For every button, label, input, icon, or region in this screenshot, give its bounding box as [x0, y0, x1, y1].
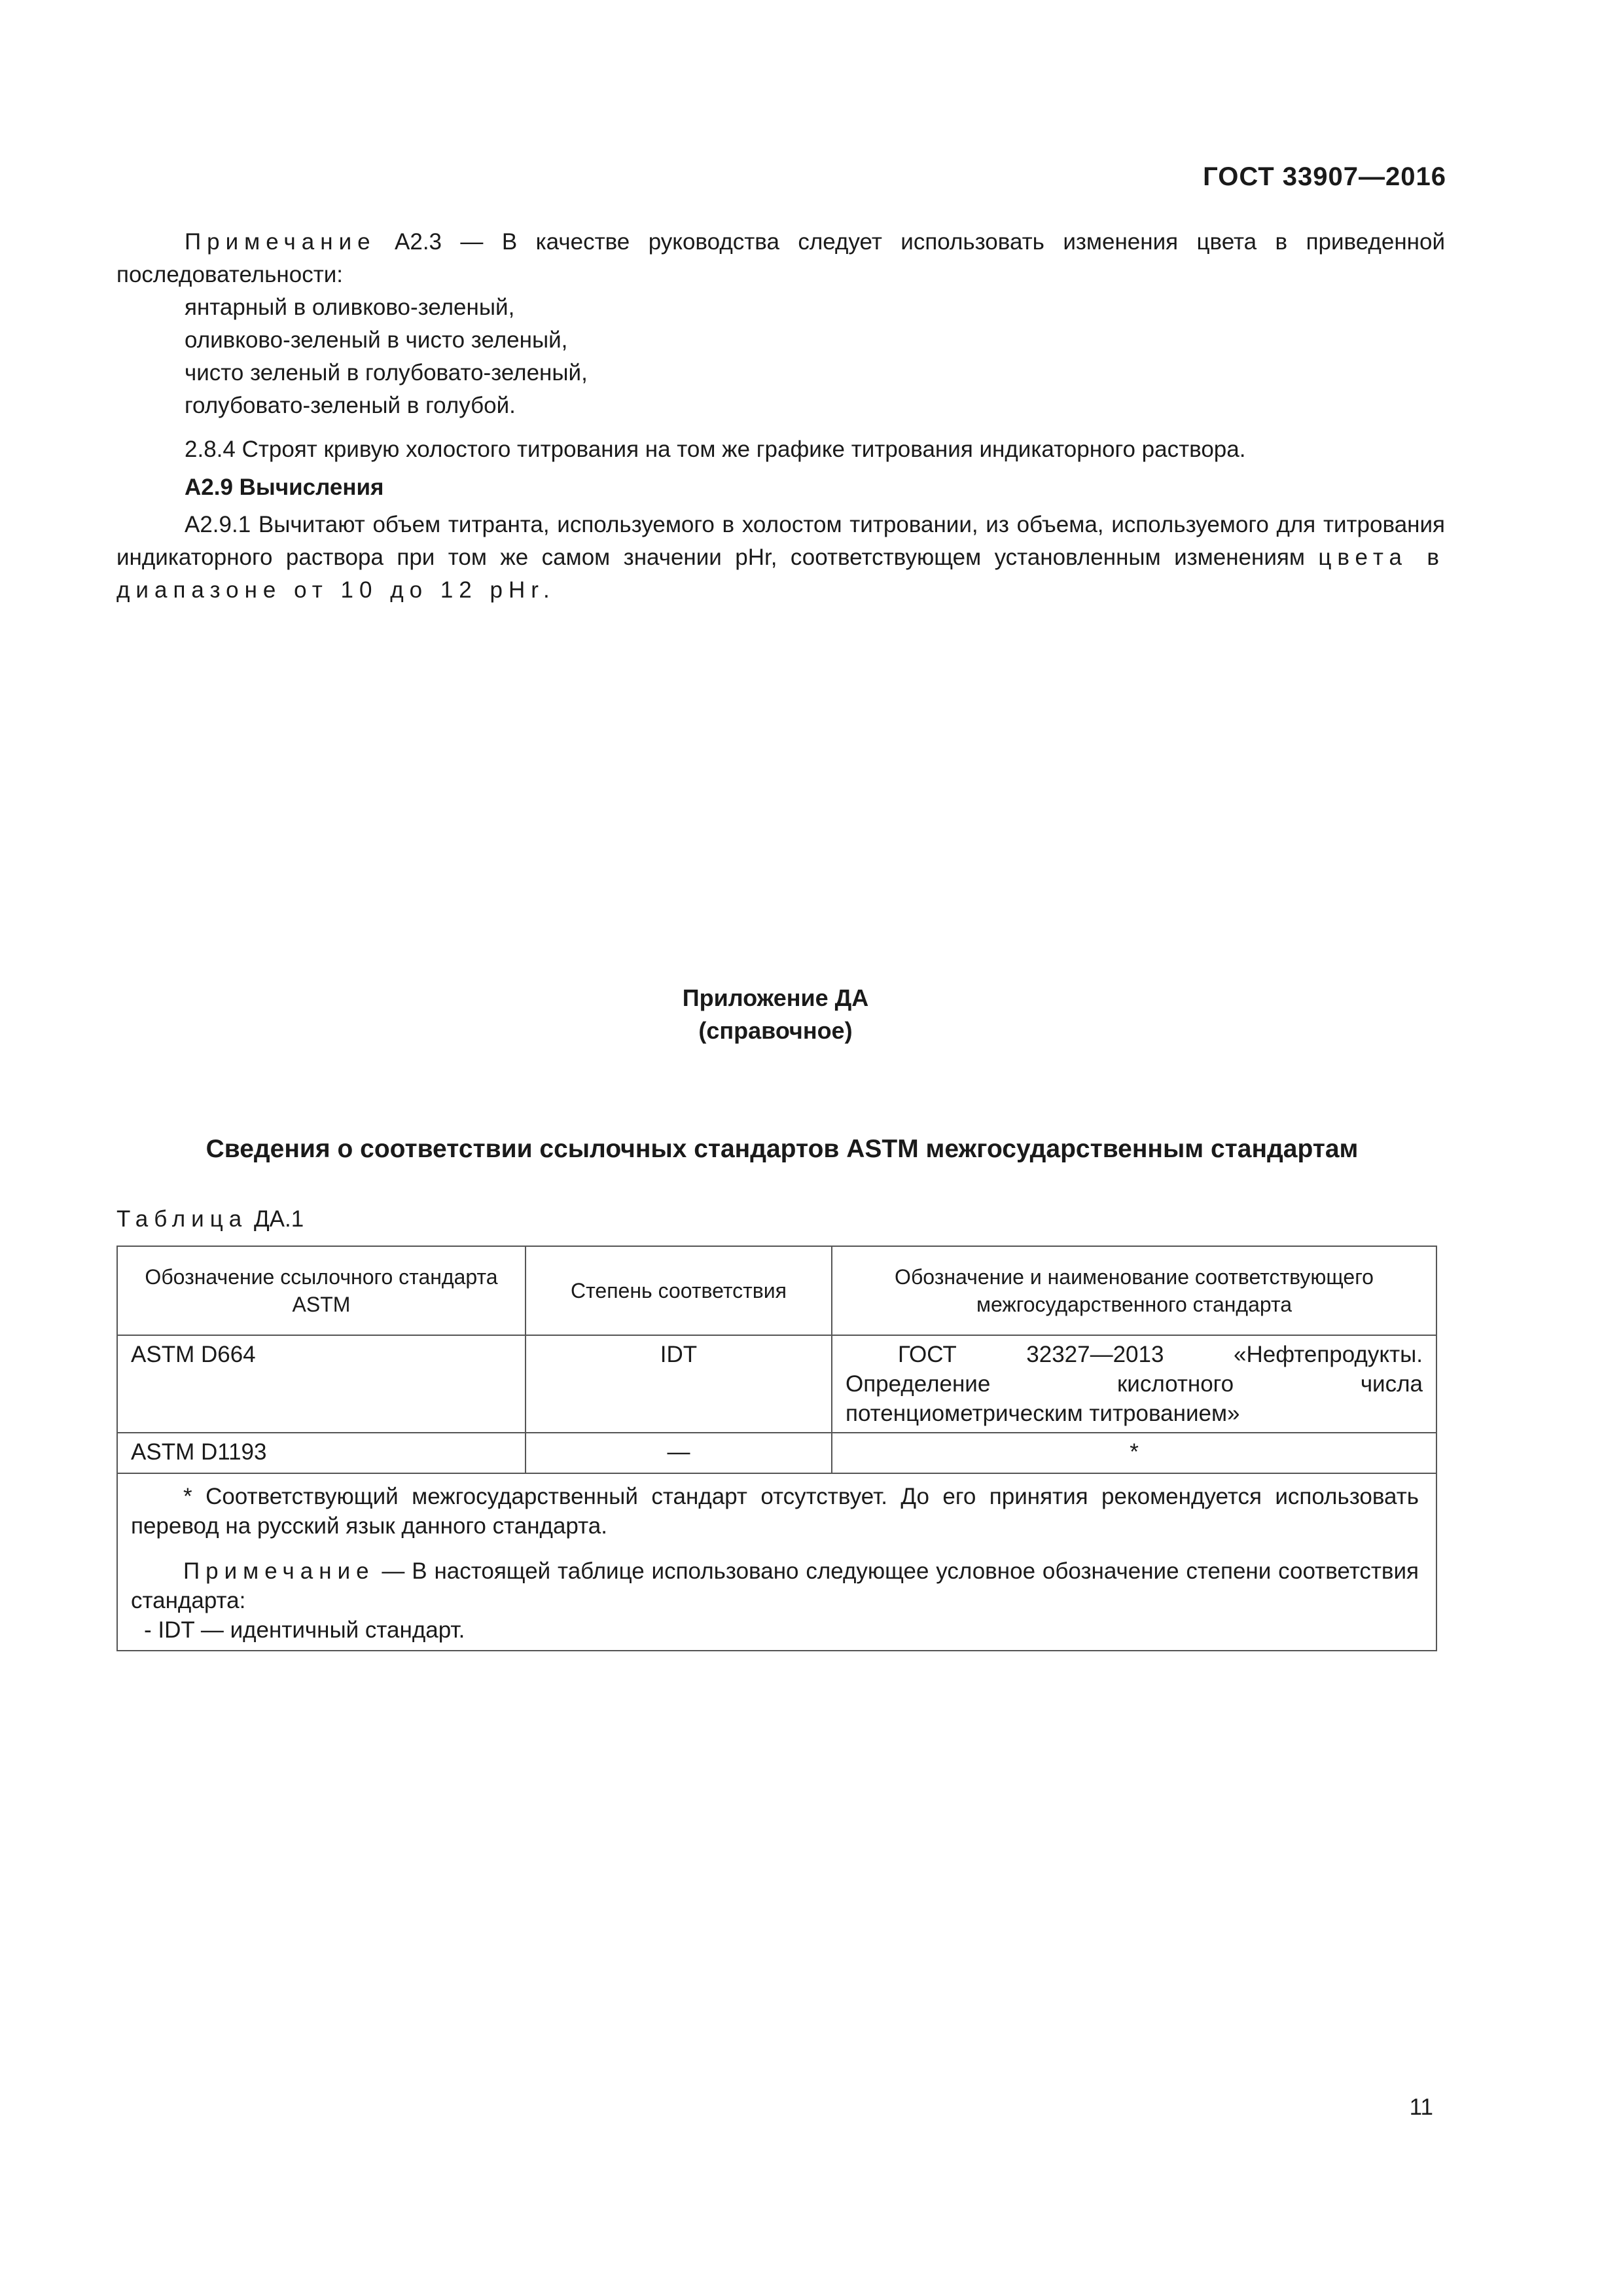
table-row	[117, 1335, 1436, 1433]
list-item: чисто зеленый в голубовато-зеленый,	[185, 360, 588, 386]
document-number: ГОСТ 33907—2016	[1203, 162, 1446, 191]
list-item: оливково-зеленый в чисто зеленый,	[185, 327, 568, 353]
paragraph-a2-9-1-spaced: цвета в диапазоне от 10 до 12 pHr.	[116, 545, 1445, 603]
table-note-item: - IDT — идентичный стандарт.	[144, 1617, 465, 1643]
note-label: Примечание	[185, 229, 376, 255]
table-cell: ASTM D1193	[117, 1433, 526, 1473]
table-caption-number: ДА.1	[247, 1206, 304, 1232]
list-item: голубовато-зеленый в голубой.	[185, 393, 516, 418]
table-cell: ASTM D664	[117, 1335, 526, 1433]
table-cell: *	[832, 1433, 1436, 1473]
note-a23-paragraph	[116, 226, 1445, 291]
table-footer-row	[117, 1473, 1436, 1651]
table-row	[117, 1433, 1436, 1473]
note-a23-text: А2.3 — В качестве руководства следует использовать изменения цвета в приведенной последовательности:	[116, 229, 1445, 287]
list-item: янтарный в оливково-зеленый,	[185, 295, 515, 320]
table-note	[131, 1556, 1419, 1615]
table-cell: IDT	[526, 1335, 832, 1433]
annex-heading: Сведения о соответствии ссылочных стандартов ASTM межгосударственным стандартам	[205, 1135, 1359, 1163]
table-header-cell: Степень соответствия	[526, 1246, 832, 1335]
table-footnote: * Соответствующий межгосударственный стандарт отсутствует. До его принятия рекомендуется использовать перевод на русский язык данного стандарта.	[131, 1484, 1419, 1539]
standards-table	[116, 1246, 1437, 1651]
paragraph-2-8-4: 2.8.4 Строят кривую холостого титрования на том же графике титрования индикаторного раствора.	[185, 437, 1246, 462]
table-footer-cell	[117, 1473, 1436, 1651]
annex-type: (справочное)	[698, 1017, 853, 1044]
page-number: 11	[1409, 2094, 1433, 2120]
paragraph-a2-9-1	[116, 509, 1445, 607]
table-header-cell: Обозначение и наименование соответствующего межгосударственного стандарта	[832, 1246, 1436, 1335]
table-header-cell: Обозначение ссылочного стандарта ASTM	[117, 1246, 526, 1335]
table-note-text: — В настоящей таблице использовано следующее условное обозначение степени соответствия стандарта:	[131, 1558, 1419, 1613]
table-header-row	[117, 1246, 1436, 1335]
table-caption-label: Таблица	[116, 1206, 248, 1232]
section-heading-a2-9: А2.9 Вычисления	[185, 475, 384, 500]
note-label: Примечание	[183, 1558, 375, 1584]
table-cell: —	[526, 1433, 832, 1473]
annex-title: Приложение ДА	[682, 984, 869, 1011]
table-cell: ГОСТ 32327—2013 «Нефтепродукты. Определение кислотного числа потенциометрическим титрованием»	[832, 1335, 1436, 1433]
paragraph-a2-9-1-main: А2.9.1 Вычитают объем титранта, используемого в холостом титровании, из объема, используемого для титрования индикаторного раствора при том же самом значении pHr, соответствующем установленным изменениям	[116, 512, 1445, 570]
table-caption	[116, 1203, 304, 1236]
